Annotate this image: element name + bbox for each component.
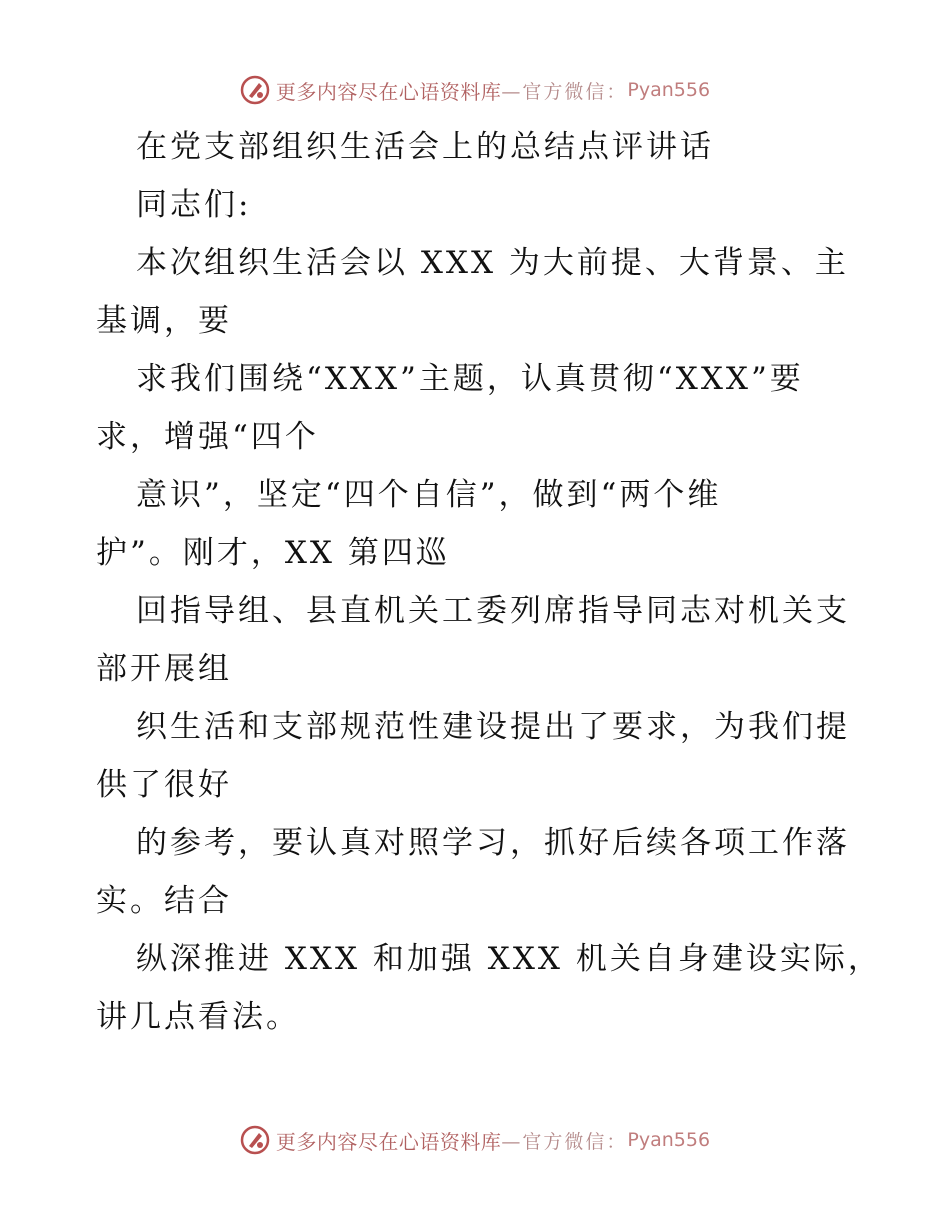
watermark-wechat-id: Pyan556: [627, 79, 711, 101]
paragraph-line: 纵深推进 XXX 和加强 XXX 机关自身建设实际，: [136, 941, 882, 977]
watermark-main-text: 更多内容尽在心语资料库: [275, 79, 502, 104]
paragraph-line: 供了很好: [96, 767, 232, 803]
document-salutation: 同志们:: [136, 187, 252, 223]
watermark-sub-text: —官方微信：: [501, 80, 628, 103]
watermark-main-text: 更多内容尽在心语资料库: [275, 1129, 502, 1154]
paragraph-line: 护”。刚才，XX 第四巡: [96, 535, 450, 571]
paragraph-line: 基调，要: [96, 303, 232, 339]
paragraph-line: 讲几点看法。: [96, 999, 300, 1035]
header-watermark-banner: [0, 70, 950, 110]
paragraph-line: 回指导组、县直机关工委列席指导同志对机关支: [136, 593, 850, 629]
paragraph-line: 求我们围绕“XXX”主题，认真贯彻“XXX”要: [136, 361, 804, 397]
paragraph-line: 求，增强“四个: [96, 419, 319, 455]
paragraph-line: 部开展组: [96, 651, 232, 687]
footer-watermark-banner: [0, 1120, 950, 1160]
pen-nib-logo-icon: [240, 1125, 270, 1155]
paragraph-line: 实。结合: [96, 883, 232, 919]
paragraph-line: 的参考，要认真对照学习，抓好后续各项工作落: [136, 825, 850, 861]
watermark-sub-text: —官方微信：: [501, 1130, 628, 1153]
paragraph-line: 意识”，坚定“四个自信”，做到“两个维: [136, 477, 722, 513]
document-body: [96, 118, 882, 1046]
paragraph-line: 织生活和支部规范性建设提出了要求，为我们提: [136, 709, 850, 745]
watermark-wechat-id: Pyan556: [627, 1129, 711, 1151]
document-title: 在党支部组织生活会上的总结点评讲话: [136, 129, 714, 165]
paragraph-line: 本次组织生活会以 XXX 为大前提、大背景、主: [136, 245, 849, 281]
pen-nib-logo-icon: [240, 75, 270, 105]
